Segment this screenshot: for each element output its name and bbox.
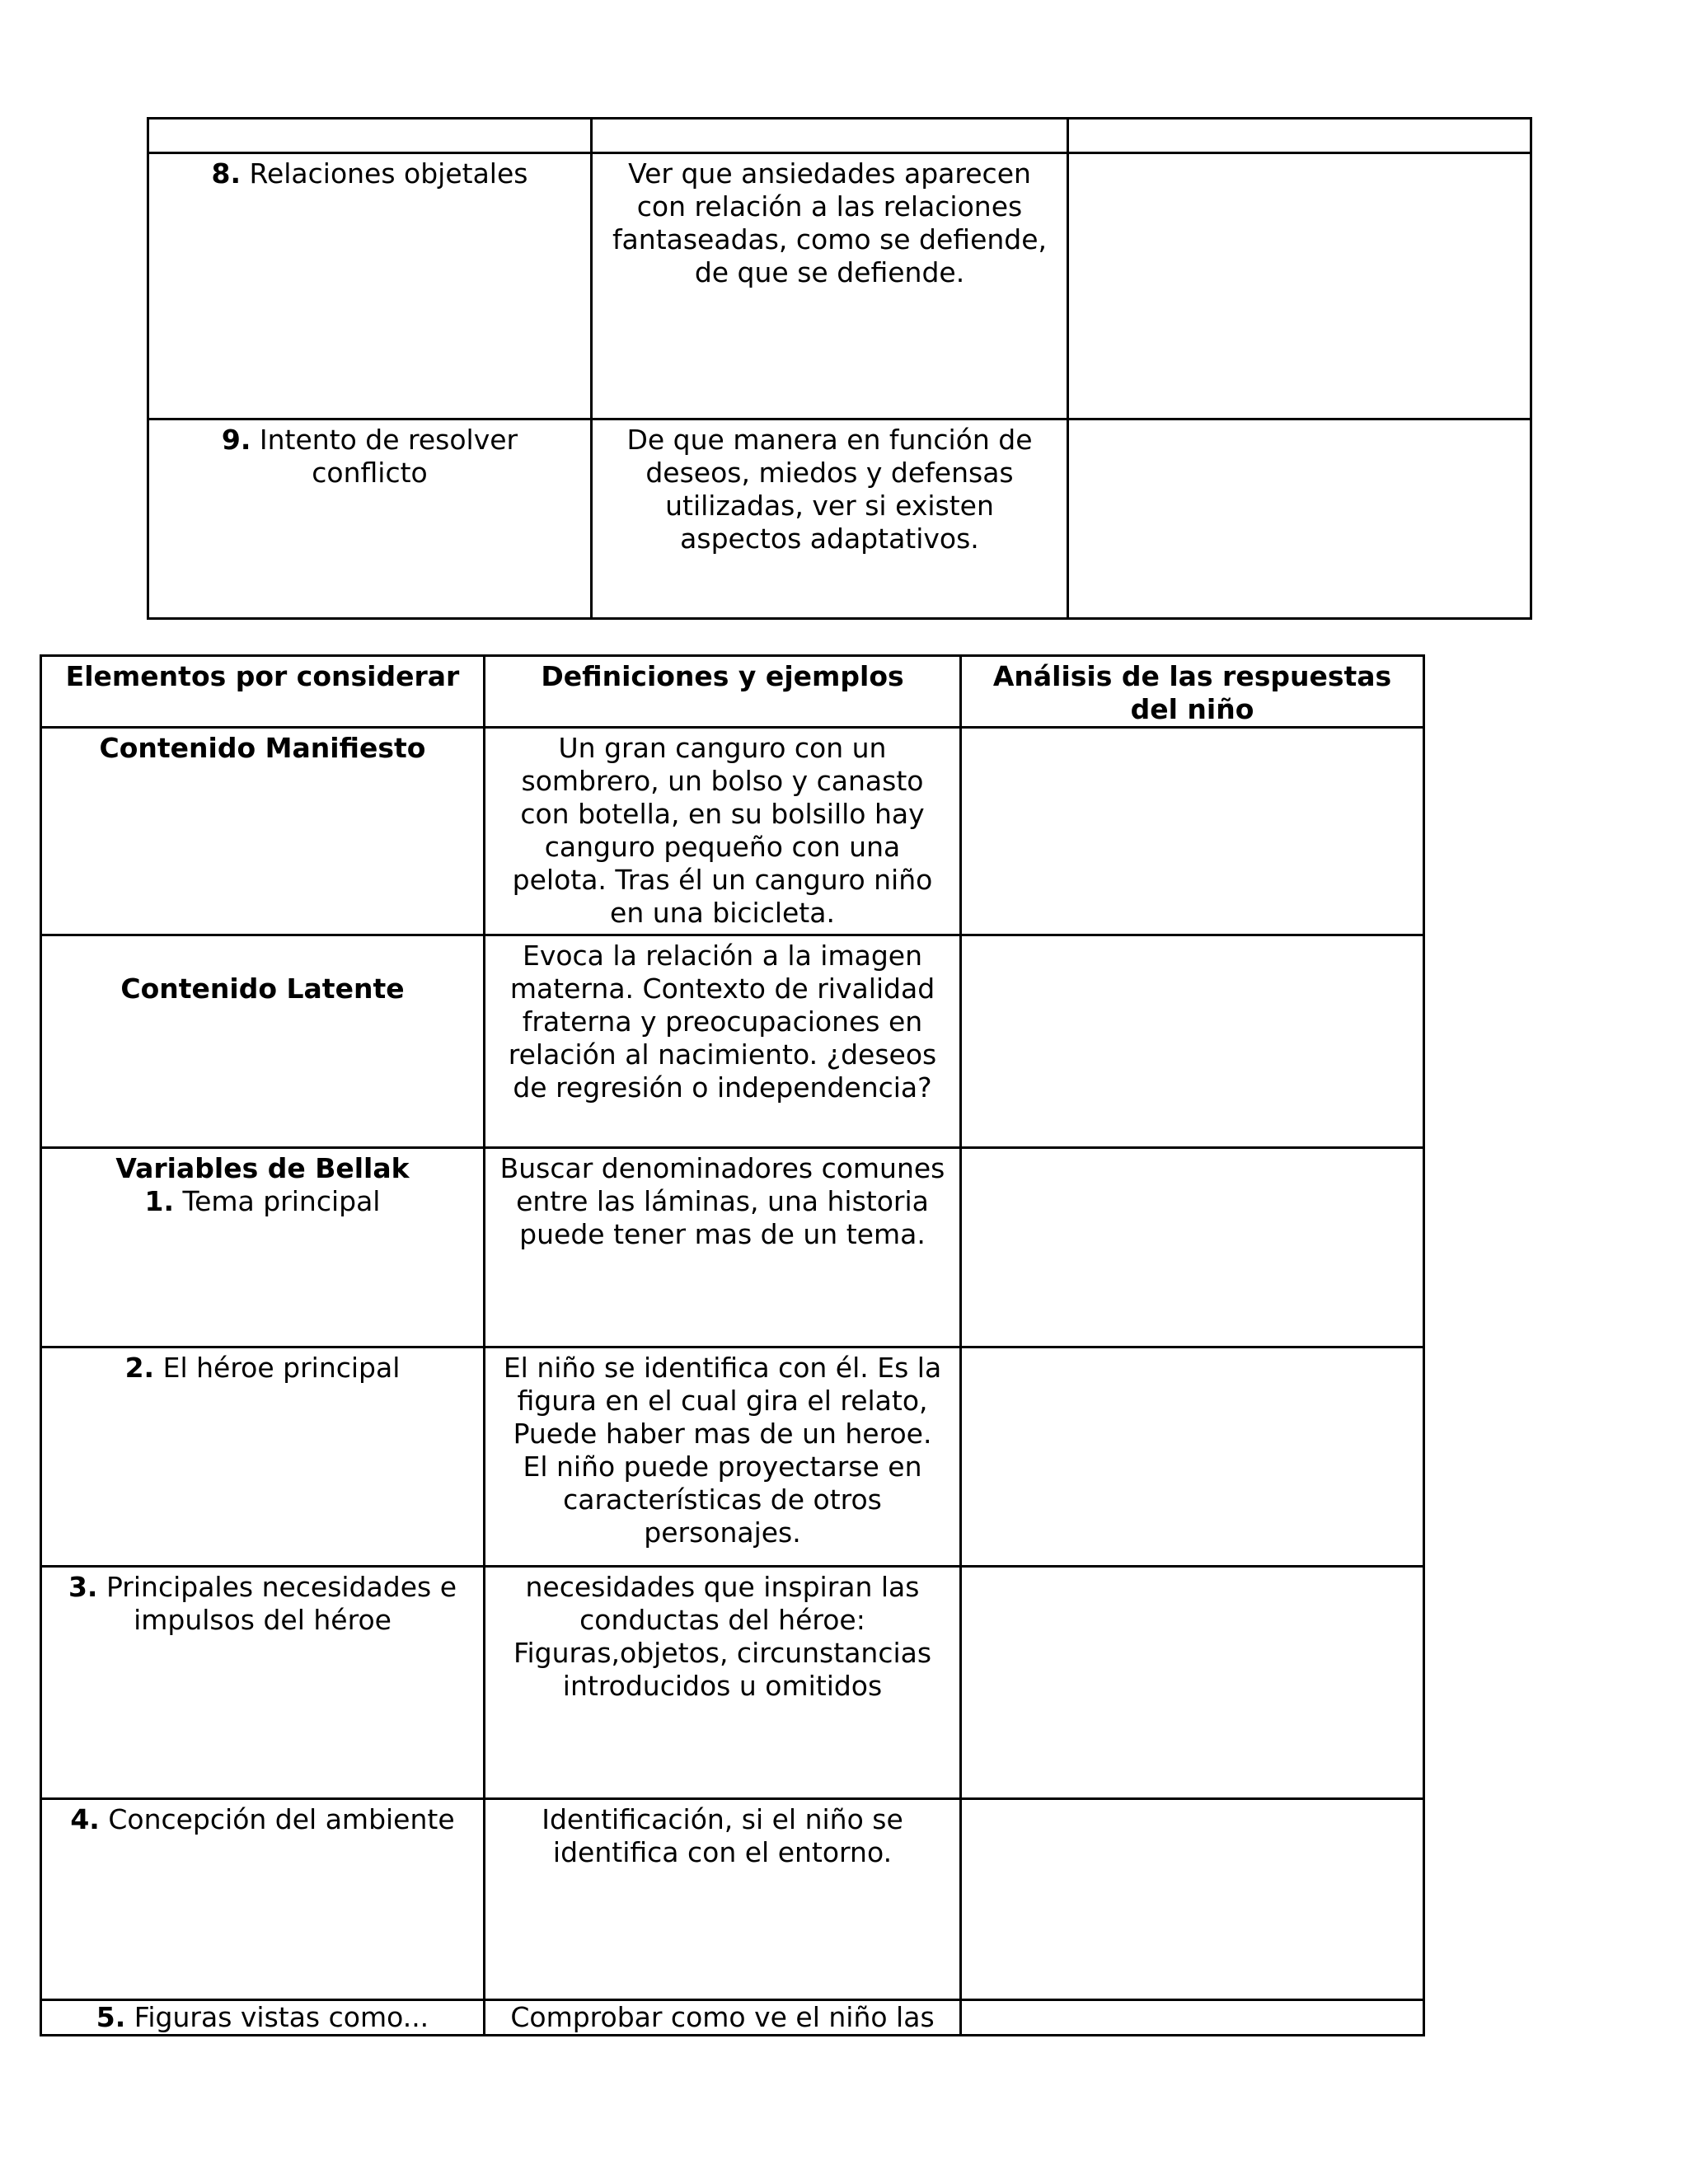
header-definitions: Definiciones y ejemplos xyxy=(485,656,961,728)
element-cell xyxy=(41,1148,485,1347)
element-cell: Contenido Latente xyxy=(41,935,485,1148)
header-elements: Elementos por considerar xyxy=(41,656,485,728)
definition-cell: Comprobar como ve el niño las xyxy=(485,2000,961,2036)
top-table xyxy=(147,117,1532,620)
table-row xyxy=(41,1799,1424,2000)
analysis-cell[interactable] xyxy=(961,728,1424,935)
table-row xyxy=(148,153,1531,419)
empty-cell xyxy=(592,119,1068,153)
item-label: Intento de resolver conflicto xyxy=(259,424,518,489)
empty-cell xyxy=(148,119,592,153)
definition-cell: Identificación, si el niño se identifica con el entorno. xyxy=(485,1799,961,2000)
item-number: 8. xyxy=(211,157,241,190)
empty-cell xyxy=(1068,119,1531,153)
table-row xyxy=(41,1567,1424,1799)
analysis-cell[interactable] xyxy=(1068,419,1531,619)
definition-cell: El niño se identifica con él. Es la figura en el cual gira el relato, Puede haber mas de un heroe. El niño puede proyectarse en características de otros personajes. xyxy=(485,1347,961,1567)
analysis-cell[interactable] xyxy=(961,1148,1424,1347)
table-row xyxy=(41,935,1424,1148)
element-cell xyxy=(41,1799,485,2000)
analysis-cell[interactable] xyxy=(961,1799,1424,2000)
table-row xyxy=(148,119,1531,153)
analysis-cell[interactable] xyxy=(961,1567,1424,1799)
analysis-cell[interactable] xyxy=(1068,153,1531,419)
analysis-cell[interactable] xyxy=(961,2000,1424,2036)
section-title: Variables de Bellak xyxy=(115,1152,410,1184)
analysis-cell[interactable] xyxy=(961,1347,1424,1567)
item-number: 1. xyxy=(144,1185,175,1217)
table-row xyxy=(41,1347,1424,1567)
element-cell xyxy=(148,419,592,619)
definition-cell: Buscar denominadores comunes entre las láminas, una historia puede tener mas de un tema. xyxy=(485,1148,961,1347)
item-label: Tema principal xyxy=(182,1185,381,1217)
element-cell xyxy=(41,1567,485,1799)
definition-cell: Un gran canguro con un sombrero, un bolso y canasto con botella, en su bolsillo hay canguro pequeño con una pelota. Tras él un canguro niño en una bicicleta. xyxy=(485,728,961,935)
item-label: Concepción del ambiente xyxy=(108,1803,455,1835)
item-label: Figuras vistas como... xyxy=(134,2001,429,2033)
analysis-cell[interactable] xyxy=(961,935,1424,1148)
item-number: 4. xyxy=(70,1803,100,1835)
header-row xyxy=(41,656,1424,728)
element-cell xyxy=(41,1347,485,1567)
table-row xyxy=(41,1148,1424,1347)
item-number: 5. xyxy=(96,2001,126,2033)
header-analysis: Análisis de las respuestas del niño xyxy=(961,656,1424,728)
table-row xyxy=(148,419,1531,619)
table-row xyxy=(41,728,1424,935)
element-cell xyxy=(41,2000,485,2036)
element-cell: Contenido Manifiesto xyxy=(41,728,485,935)
item-label: Relaciones objetales xyxy=(249,157,528,190)
item-number: 3. xyxy=(68,1571,98,1603)
item-number: 2. xyxy=(124,1352,155,1384)
item-label: Principales necesidades e impulsos del héroe xyxy=(106,1571,457,1636)
definition-cell: Evoca la relación a la imagen materna. Contexto de rivalidad fraterna y preocupaciones en relación al nacimiento. ¿deseos de regresión o independencia? xyxy=(485,935,961,1148)
table-row xyxy=(41,2000,1424,2036)
definition-cell: necesidades que inspiran las conductas del héroe: Figuras,objetos, circunstancias introducidos u omitidos xyxy=(485,1567,961,1799)
main-table xyxy=(40,654,1425,2036)
definition-cell: Ver que ansiedades aparecen con relación a las relaciones fantaseadas, como se defiende, de que se defiende. xyxy=(592,153,1068,419)
definition-cell: De que manera en función de deseos, miedos y defensas utilizadas, ver si existen aspectos adaptativos. xyxy=(592,419,1068,619)
item-number: 9. xyxy=(221,424,251,456)
element-cell xyxy=(148,153,592,419)
item-label: El héroe principal xyxy=(162,1352,401,1384)
